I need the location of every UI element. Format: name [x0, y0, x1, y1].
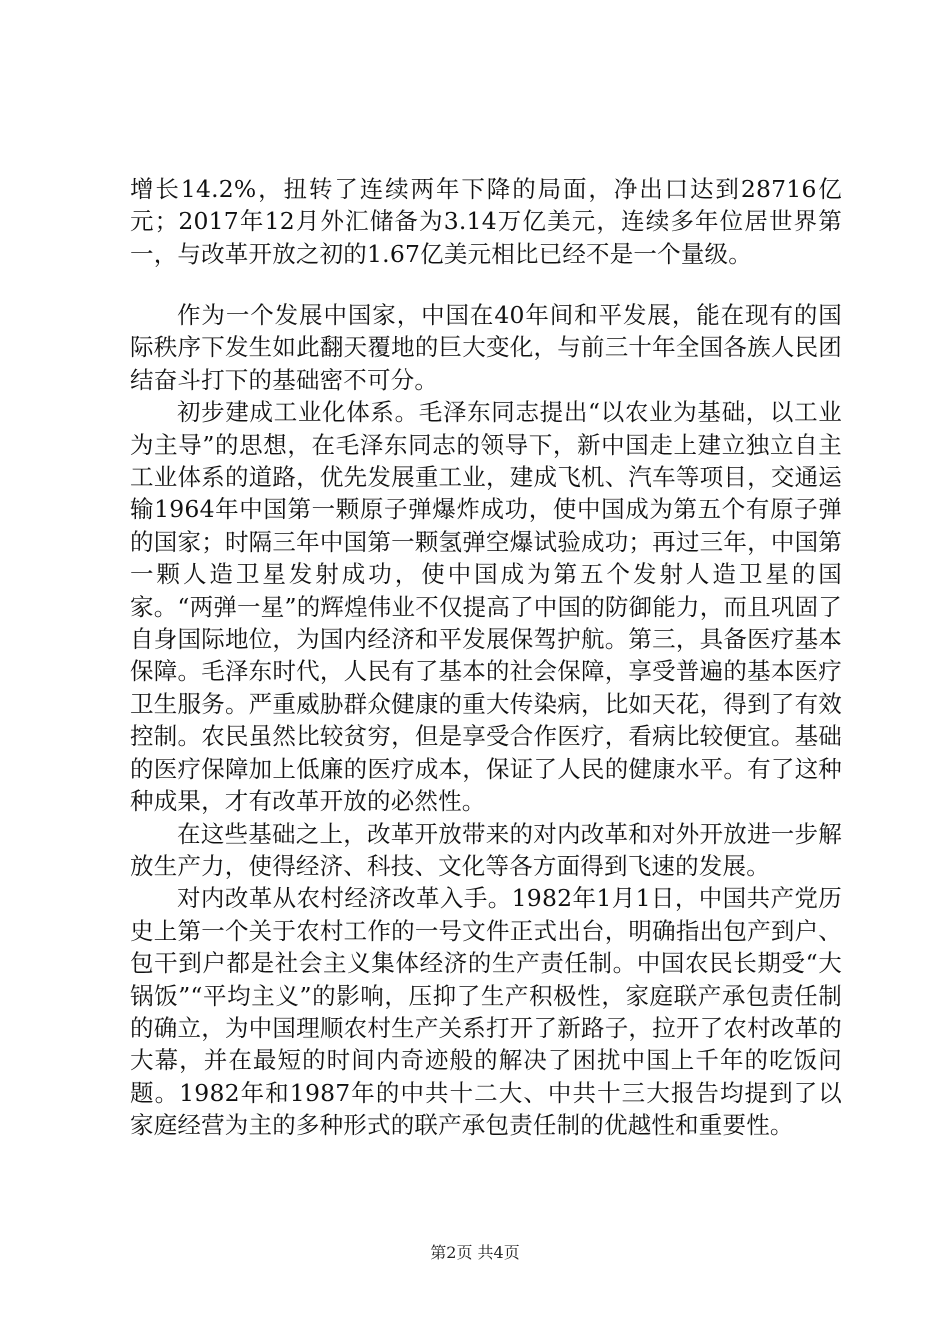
paragraph-foundation: 作为一个发展中国家，中国在40年间和平发展，能在现有的国际秩序下发生如此翻天覆地的巨大变化，与前三十年全国各族人民团结奋斗打下的基础密不可分。 [130, 301, 842, 394]
body-text [130, 299, 842, 1142]
page-footer: 第2页 共4页 [430, 1243, 520, 1262]
paragraph-rural-reform: 对内改革从农村经济改革入手。1982年1月1日，中国共产党历史上第一个关于农村工作的一号文件正式出台，明确指出包产到户、包干到户都是社会主义集体经济的生产责任制。中国农民长期受“大锅饭”“平均主义”的影响，压抑了生产积极性，家庭联产承包责任制的确立，为中国理顺农村生产关系打开了新路子，拉开了农村改革的大幕，并在最短的时间内奇迹般的解决了困扰中国上千年的吃饭问题。1982年和1987年的中共十二大、中共十三大报告均提到了以家庭经营为主的多种形式的联产承包责任制的优越性和重要性。 [130, 884, 842, 1140]
paragraph-reform-opening: 在这些基础之上，改革开放带来的对内改革和对外开放进一步解放生产力，使得经济、科技、文化等各方面得到飞速的发展。 [130, 819, 842, 880]
paragraph-industrialization: 初步建成工业化体系。毛泽东同志提出“以农业为基础，以工业为主导”的思想，在毛泽东同志的领导下，新中国走上建立独立自主工业体系的道路，优先发展重工业，建成飞机、汽车等项目，交通运输1964年中国第一颗原子弹爆炸成功，使中国成为第五个有原子弹的国家；时隔三年中国第一颗氢弹空爆试验成功；再过三年，中国第一颗人造卫星发射成功，使中国成为第五个发射人造卫星的国家。“两弹一星”的辉煌伟业不仅提高了中国的防御能力，而且巩固了自身国际地位，为国内经济和平发展保驾护航。第三，具备医疗基本保障。毛泽东时代，人民有了基本的社会保障，享受普遍的基本医疗卫生服务。严重威胁群众健康的重大传染病，比如天花，得到了有效控制。农民虽然比较贫穷，但是享受合作医疗，看病比较便宜。基础的医疗保障加上低廉的医疗成本，保证了人民的健康水平。有了这种种成果，才有改革开放的必然性。 [130, 398, 842, 816]
continuation-paragraph: 增长14.2%，扭转了连续两年下降的局面，净出口达到28716亿元；2017年12月外汇储备为3.14万亿美元，连续多年位居世界第一，与改革开放之初的1.67亿美元相比已经不是一个量级。 [130, 175, 842, 268]
continuation-block [130, 173, 842, 270]
